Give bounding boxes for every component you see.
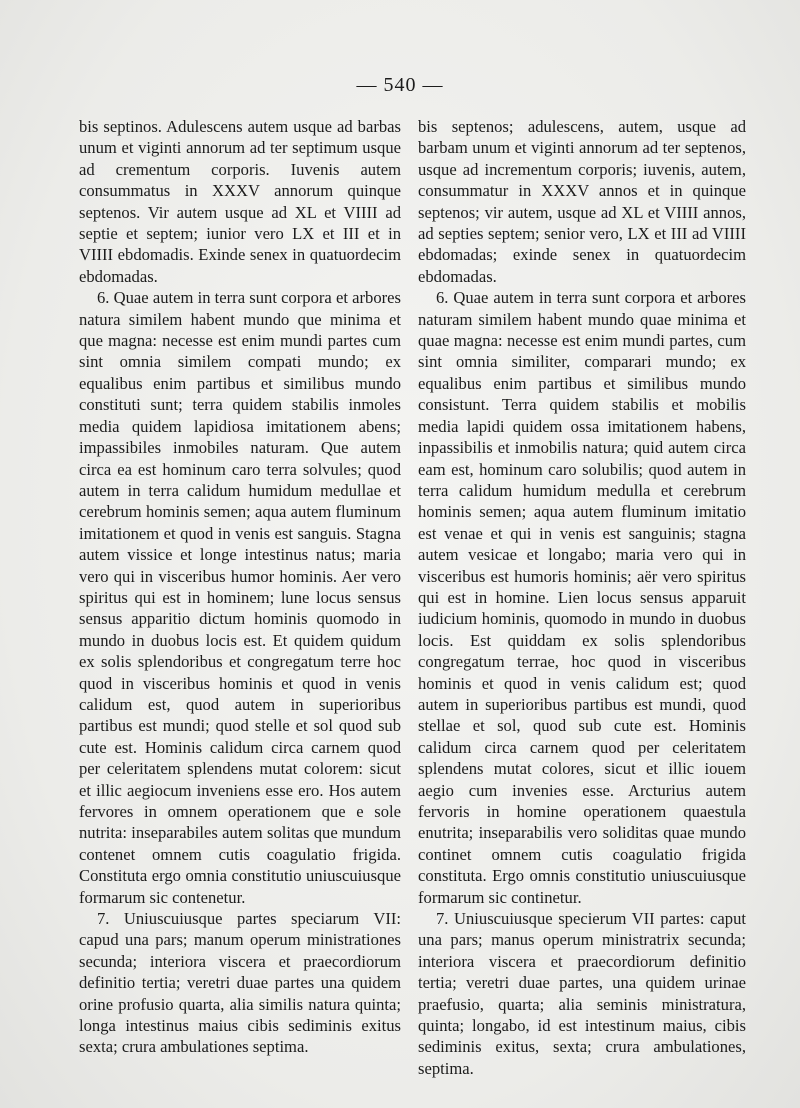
right-paragraph-3: 7. Uniuscuiusque specierum VII partes: caput una pars; manus operum ministratrix secunda; interiora viscera et praecordiorum definitio tertia; veretri duae partes, una quidem urinae praefusio, quarta; alia seminis ministratura, quinta; longabo, id est intestinum maius, cibis sediminis exitus, sexta; crura ambulationes, septima. (418, 909, 746, 1078)
left-paragraph-1: bis septinos. Adulescens autem usque ad barbas unum et viginti annorum ad ter septimum usque ad crementum corporis. Iuvenis autem consummatus in XXXV annorum quinque septenos. Vir autem usque ad XL et VIIII ad septie et septem; iunior vero LX et III et in VIIII ebdomadis. Exinde senex in quatuordecim ebdomadas. (79, 117, 401, 286)
page-number: — 540 — (356, 74, 444, 96)
right-column (418, 116, 746, 1079)
right-paragraph-1: bis septenos; adulescens, autem, usque ad barbam unum et viginti annorum ad ter septenos, usque ad incrementum corporis; iuvenis, autem, consummatur in XXXV annos et in quinque septenos; vir autem, usque ad XL et VIIII annos, ad septies septem; senior vero, LX et III ad VIIII ebdomadas; exinde senex in quatuordecim ebdomadas. (418, 117, 746, 286)
left-paragraph-3: 7. Uniuscuiusque partes speciarum VII: capud una pars; manum operum ministrationes secunda; interiora viscera et praecordiorum definitio tertia; veretri duae partes una quidem orine profusio quarta, alia similis natura quinta; longa intestinus maius cibis sediminis exitus sexta; crura ambulationes septima. (79, 909, 401, 1057)
left-paragraph-2: 6. Quae autem in terra sunt corpora et arbores natura similem habent mundo que minima et que magna: necesse est enim mundi partes cum sint omnia similem compati mundo; ex equalibus enim partibus et similibus mundo constituti sunt; terra quidem stabilis inmoles media quidem lapidiosa imitationem abens; impassibiles inmobiles naturam. Que autem circa ea est hominum caro terra solvules; quod autem in terra calidum humidum medullae et cerebrum hominis semen; aqua autem fluminum imitationem et quod in venis est sanguis. Stagna autem vissice et longe intestinus natus; maria vero qui in visceribus humor hominis. Aer vero spiritus qui est in hominem; lune locus sensus sensus apparitio dictum hominis quomodo in mundo in duobus locis est. Et quidem quidum ex solis splendoribus et congregatum terre hoc quod in visceribus hominis et quod in venis calidum est, quod autem in superioribus partibus est mundi; quod stelle et sol quod sub cute est. Hominis calidum circa carnem quod per celeritatem splendens mutat colorem: sicut et illic aegiocum inveniens esse ero. Hos autem fervores in omnem operationem que e sole nutrita: inseparabiles autem solitas que mundum contenet omnem cutis coagulatio frigida. Constituta ergo omnia constitutio uniuscuiusque formarum sic contenetur. (79, 288, 401, 907)
left-column (79, 116, 401, 1058)
right-paragraph-2: 6. Quae autem in terra sunt corpora et arbores naturam similem habent mundo quae minima et quae magna: necesse est enim mundi partes, cum sint omnia similiter, comparari mundo; ex equalibus enim partibus et similibus mundo consistunt. Terra quidem stabilis et mobilis media lapidi quidem ossa imitationem habens, inpassibilis et inmobilis natura; quid autem circa eam est, hominum caro solubilis; quod autem in terra calidum humidum medulla et cerebrum hominis semen; aqua autem fluminum imitatio est venae et qui in venis est sanguinis; stagna autem vesicae et longabo; maria vero qui in visceribus est humoris hominis; aër vero spiritus qui est in homine. Lien locus sensus apparuit iudicium hominis, quomodo in mundo in duobus locis. Est quiddam ex solis splendoribus congregatum terrae, hoc quod in visceribus hominis et quod in venis calidum est; quod autem in superioribus partibus est mundi, quod stellae et sol, quod sub cute est. Hominis calidum circa carnem quod per celeritatem splendens mutat colores, sicut et illic iouem aegio cum invenies esse. Arcturius autem fervoris in homine operationem quaestula enutrita; inseparabilis vero soliditas quae mundo continet omnem cutis coagulatio frigida constituta. Ergo omnis constitutio uniuscuiusque formarum sic continetur. (418, 288, 746, 907)
